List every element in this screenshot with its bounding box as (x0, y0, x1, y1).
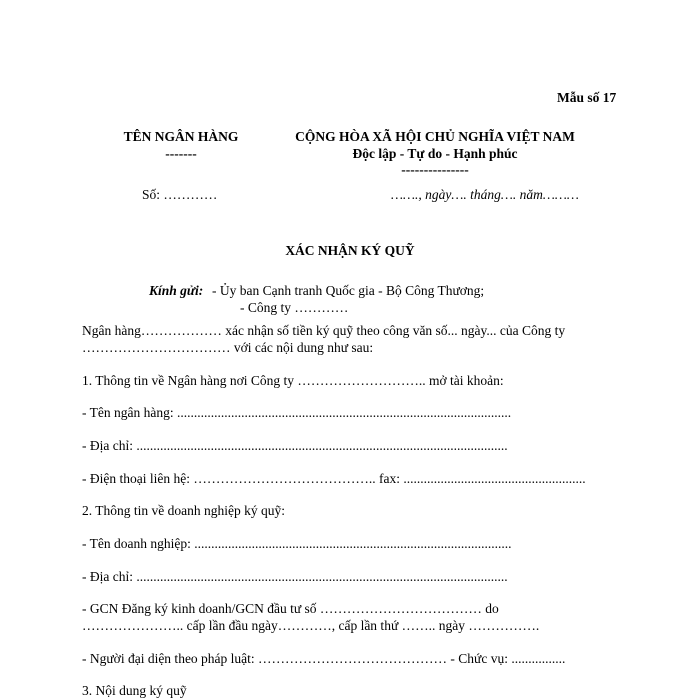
recipient-2: - Công ty ………… (240, 300, 349, 315)
form-number: Mẫu số 17 (557, 90, 617, 105)
recipients-label: Kính gửi: (149, 283, 204, 298)
representative-field: - Người đại diện theo pháp luật: …………………………………… - Chức vụ: ................ (82, 651, 566, 666)
intro-line-1: Ngân hàng……………… xác nhận số tiền ký quỹ theo công văn số... ngày... của Công ty (82, 323, 566, 338)
section-2-heading: 2. Thông tin về doanh nghiệp ký quỹ: (82, 503, 285, 518)
company-name-field: - Tên doanh nghiệp: .............................................................................................. (82, 536, 512, 551)
bank-name-field: - Tên ngân hàng: ................................................................................................... (82, 405, 512, 420)
gcn-line-1: - GCN Đăng ký kinh doanh/GCN đầu tư số ……………………………… do (82, 601, 499, 616)
company-address-field: - Địa chỉ: .............................................................................................................. (82, 569, 508, 584)
date-line: ……., ngày…. tháng…. năm……… (391, 187, 579, 202)
national-motto: Độc lập - Tự do - Hạnh phúc (352, 146, 518, 161)
document-number: Số: ………… (142, 187, 218, 202)
bank-phone-field: - Điện thoại liên hệ: ………………………………….. fax: ...................................................... (82, 471, 586, 486)
bank-name: TÊN NGÂN HÀNG (123, 129, 239, 144)
recipient-1: - Ủy ban Cạnh tranh Quốc gia - Bộ Công Thương; (212, 283, 485, 298)
section-3-heading: 3. Nội dung ký quỹ (82, 683, 187, 698)
bank-address-field: - Địa chỉ: .............................................................................................................. (82, 438, 508, 453)
bank-dashes: ------- (165, 146, 197, 161)
country-name: CỘNG HÒA XÃ HỘI CHỦ NGHĨA VIỆT NAM (295, 129, 575, 144)
intro-line-2: …………………………… với các nội dung như sau: (82, 340, 374, 355)
document-title: XÁC NHẬN KÝ QUỸ (285, 243, 415, 258)
gcn-line-2: ………………….. cấp lần đầu ngày…………, cấp lần thứ …….. ngày ……………. (82, 618, 540, 633)
section-1-heading: 1. Thông tin về Ngân hàng nơi Công ty ……………………….. mở tài khoản: (82, 373, 504, 388)
motto-dashes: --------------- (401, 162, 469, 177)
